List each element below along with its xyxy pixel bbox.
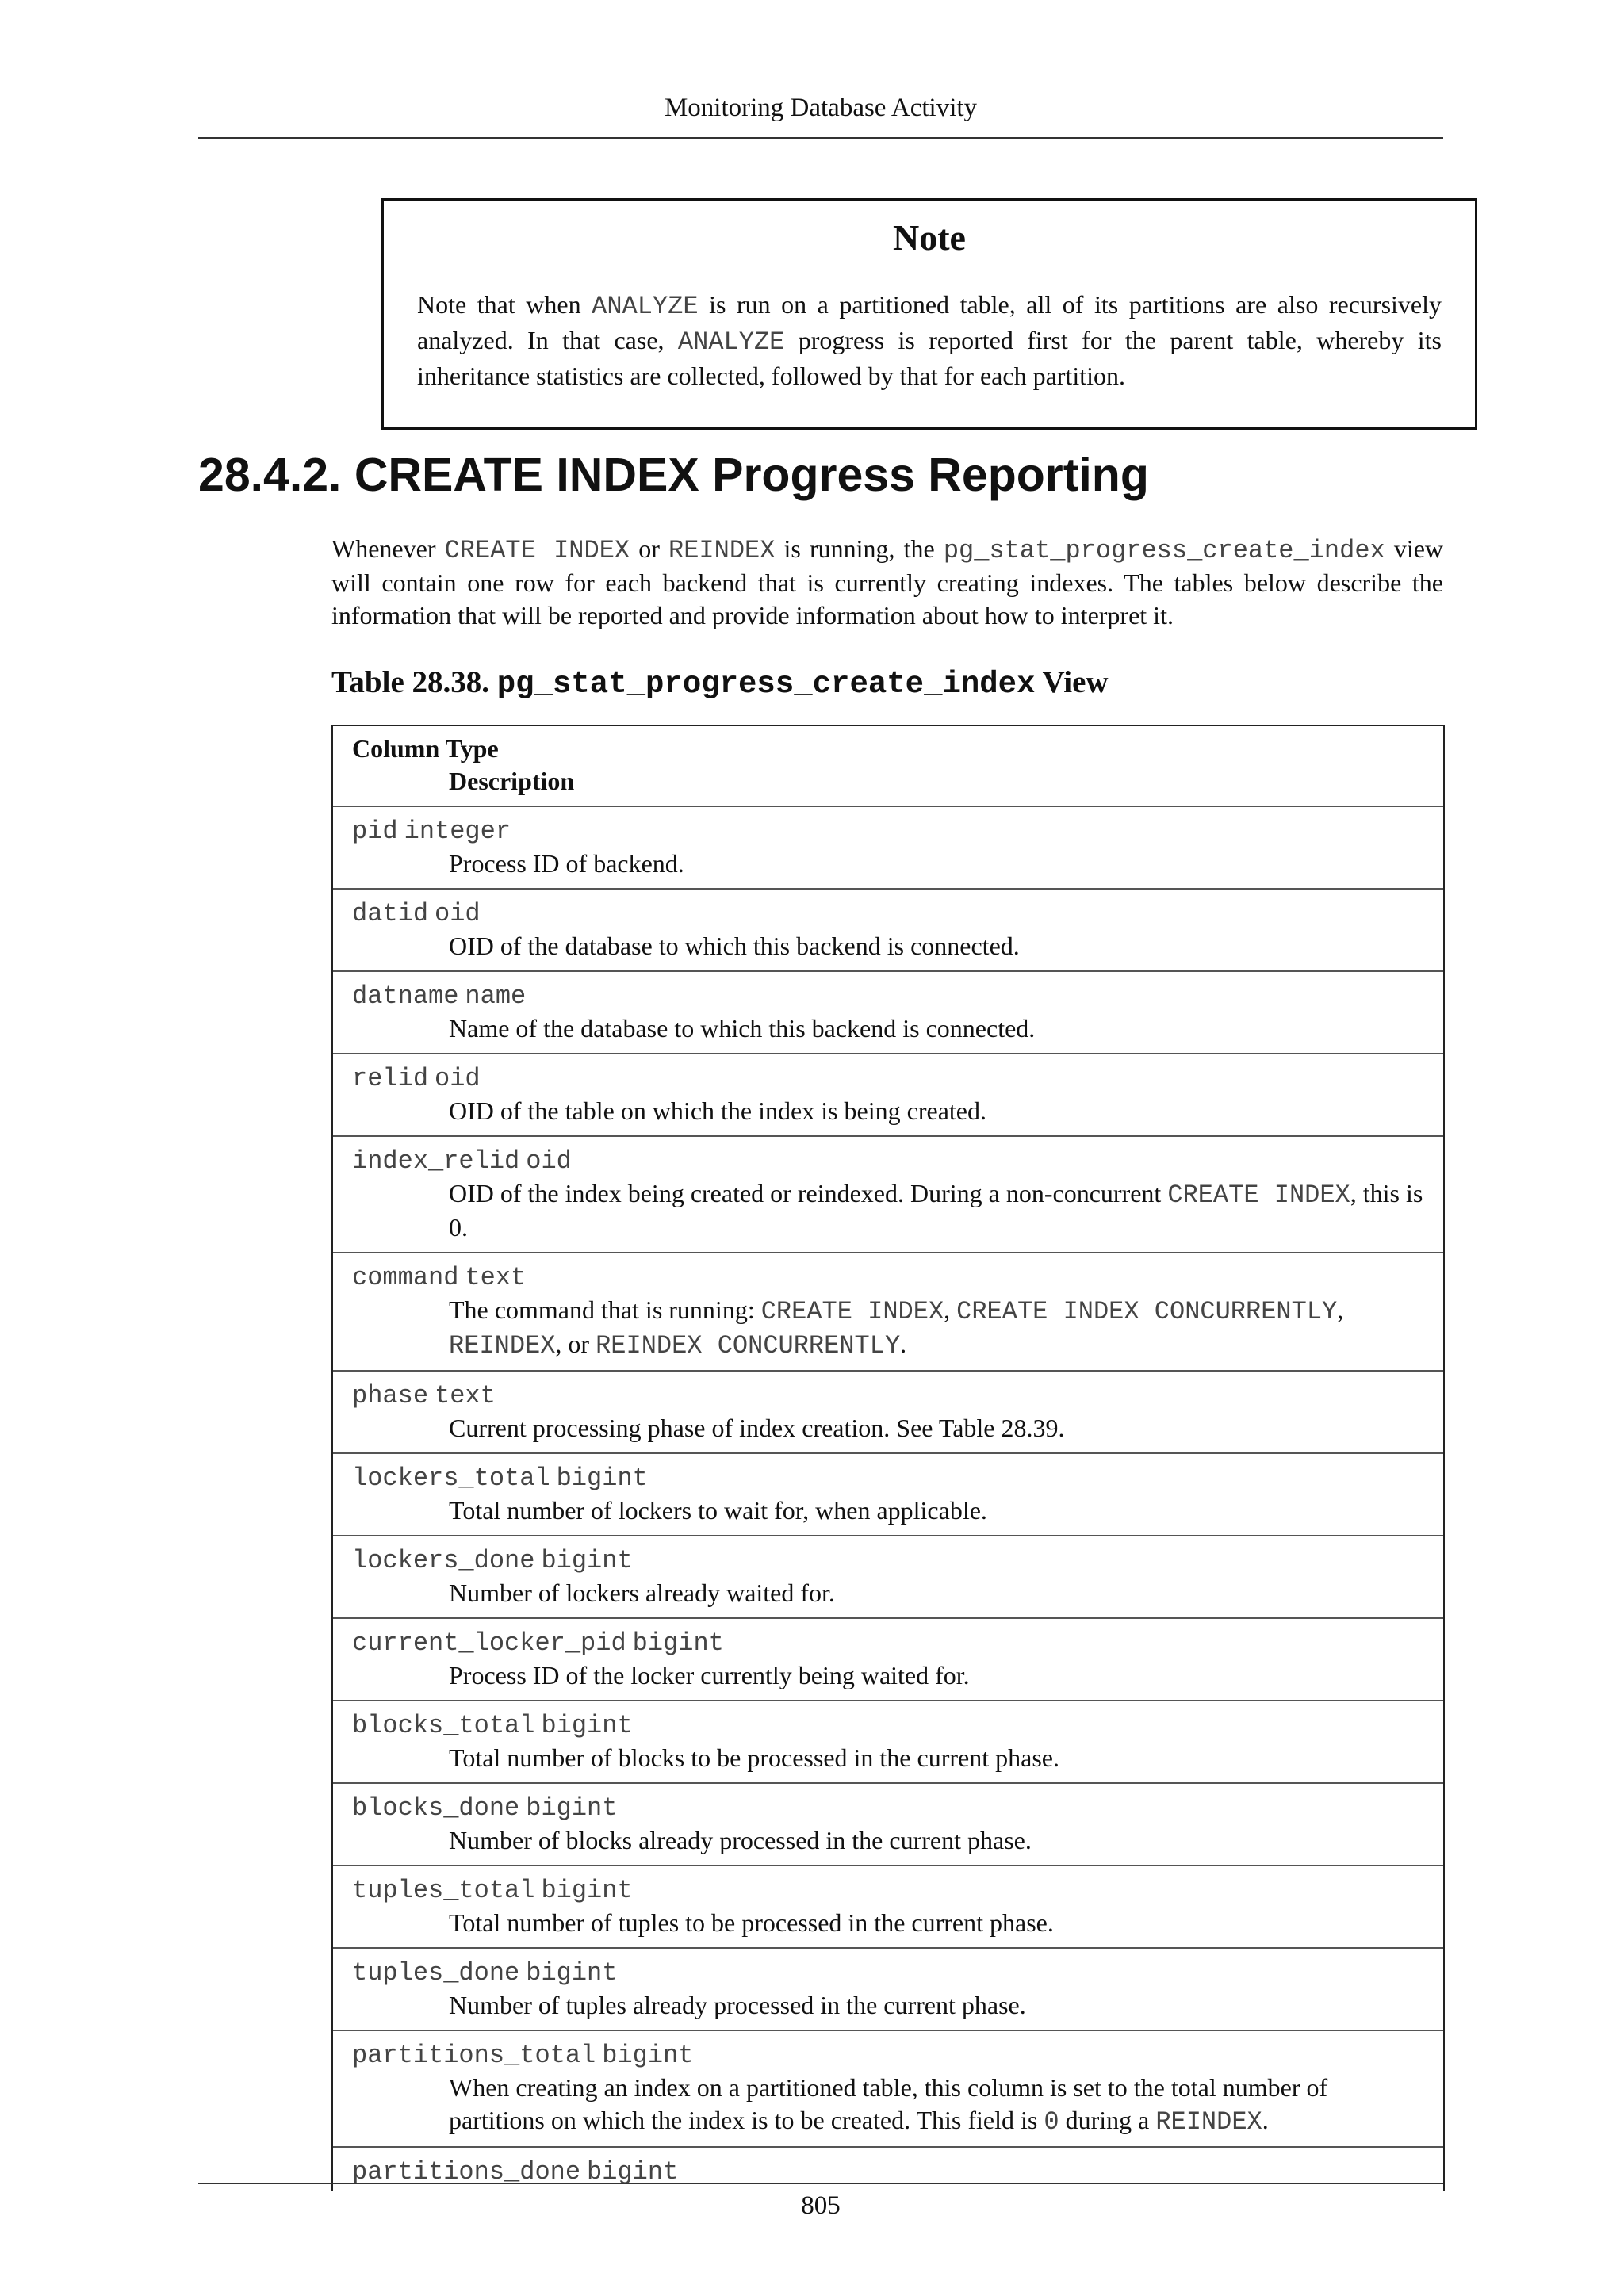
desc-text: OID of the index being created or reindexed. During a non-concurrent — [449, 1179, 1168, 1207]
intro-text: view will contain one row for each backend that is currently creating indexes. The tables below describe the information that will be reported and provide information about how to interpret it. — [331, 534, 1444, 629]
column-description: Process ID of the locker currently being waited for. — [449, 1661, 970, 1689]
table-clip — [331, 725, 1445, 2187]
column-type: bigint — [587, 2157, 679, 2187]
column-description: Total number of blocks to be processed in the current phase. — [449, 1743, 1059, 1772]
column-name: phase — [352, 1381, 429, 1410]
column-type: oid — [435, 899, 481, 928]
note-code: ANALYZE — [677, 327, 785, 357]
column-name: datname — [352, 982, 459, 1011]
column-name: current_locker_pid — [352, 1628, 626, 1658]
table-caption — [331, 664, 1109, 702]
table-row — [333, 972, 1443, 1054]
column-description — [352, 1294, 1424, 1362]
intro-paragraph — [331, 533, 1443, 632]
caption-code: pg_stat_progress_create_index — [496, 667, 1036, 702]
desc-text: , or — [555, 1330, 596, 1358]
column-description: OID of the table on which the index is being created. — [449, 1096, 986, 1125]
column-type: bigint — [526, 1793, 618, 1823]
column-description: Process ID of backend. — [449, 849, 684, 878]
desc-code: CREATE INDEX — [760, 1297, 944, 1326]
table-row — [333, 1536, 1443, 1619]
column-name: command — [352, 1263, 459, 1292]
table-row — [333, 1619, 1443, 1701]
note-text: progress is reported first for the parent table, whereby its inheritance statistics are collected, followed by that for each partition. — [417, 326, 1442, 390]
column-name: blocks_total — [352, 1711, 535, 1740]
column-description: Current processing phase of index creation. See Table 28.39. — [449, 1414, 1065, 1442]
desc-text: , — [944, 1295, 957, 1324]
note-text: is run on a partitioned table, all of its partitions are also recursively analyzed. In that case, — [417, 290, 1442, 354]
column-type: oid — [435, 1064, 481, 1093]
table-row — [333, 1949, 1443, 2031]
intro-code: CREATE INDEX — [444, 536, 630, 565]
table-row — [333, 1372, 1443, 1454]
desc-text: , — [1337, 1295, 1344, 1324]
table-row — [333, 1054, 1443, 1137]
column-type: bigint — [602, 2041, 694, 2070]
column-description: Total number of tuples to be processed in the current phase. — [449, 1908, 1054, 1937]
desc-text: during a — [1059, 2106, 1156, 2134]
desc-code: CREATE INDEX CONCURRENTLY — [956, 1297, 1338, 1326]
column-type: text — [435, 1381, 496, 1410]
intro-text: Whenever — [331, 534, 445, 563]
footer-rule — [198, 2183, 1443, 2184]
column-type: bigint — [541, 1711, 633, 1740]
section-heading: 28.4.2. CREATE INDEX Progress Reporting — [198, 449, 1149, 501]
desc-code: REINDEX — [1155, 2107, 1262, 2137]
desc-text: . — [900, 1330, 907, 1358]
note-box — [381, 198, 1477, 430]
intro-text: or — [630, 534, 668, 563]
page-number: 805 — [801, 2191, 841, 2220]
column-type: bigint — [556, 1464, 648, 1493]
note-code: ANALYZE — [592, 292, 699, 321]
table-row — [333, 2031, 1443, 2148]
column-type: bigint — [632, 1628, 724, 1658]
table-row — [333, 890, 1443, 972]
caption-suffix: View — [1035, 665, 1109, 699]
column-type: integer — [404, 817, 511, 846]
column-type: bigint — [541, 1876, 633, 1905]
column-description: Total number of lockers to wait for, when applicable. — [449, 1496, 987, 1525]
column-name: relid — [352, 1064, 429, 1093]
column-type: bigint — [526, 1958, 618, 1988]
header-description: Description — [449, 767, 575, 795]
table-row — [333, 1701, 1443, 1784]
column-type: text — [465, 1263, 527, 1292]
desc-code: REINDEX CONCURRENTLY — [596, 1331, 901, 1360]
column-name: tuples_done — [352, 1958, 520, 1988]
column-name: partitions_total — [352, 2041, 596, 2070]
note-title: Note — [893, 217, 966, 258]
column-name: index_relid — [352, 1146, 520, 1176]
table-row — [333, 1253, 1443, 1372]
column-name: tuples_total — [352, 1876, 535, 1905]
desc-text: The command that is running: — [449, 1295, 761, 1324]
column-name: pid — [352, 817, 398, 846]
header-column-type: Column Type — [352, 734, 499, 763]
column-description: Number of lockers already waited for. — [449, 1578, 835, 1607]
column-description: Name of the database to which this backend is connected. — [449, 1014, 1036, 1043]
column-description — [352, 2072, 1424, 2138]
table-row — [333, 807, 1443, 890]
column-description — [352, 1177, 1424, 1244]
column-name: lockers_done — [352, 1546, 535, 1575]
column-description: Number of blocks already processed in the current phase. — [449, 1826, 1032, 1854]
desc-code: REINDEX — [449, 1331, 556, 1360]
view-table — [331, 725, 1445, 2191]
table-header-row — [333, 726, 1443, 807]
header-rule — [198, 137, 1443, 139]
desc-code: CREATE INDEX — [1167, 1181, 1350, 1210]
desc-code: 0 — [1044, 2107, 1059, 2137]
caption-prefix: Table 28.38. — [331, 665, 497, 699]
column-name: blocks_done — [352, 1793, 520, 1823]
intro-code: REINDEX — [668, 536, 776, 565]
running-header: Monitoring Database Activity — [664, 94, 978, 122]
column-name: lockers_total — [352, 1464, 550, 1493]
intro-code: pg_stat_progress_create_index — [943, 536, 1385, 565]
column-type: name — [465, 982, 527, 1011]
table-row — [333, 2148, 1443, 2191]
desc-text: , this is 0. — [449, 1179, 1423, 1242]
column-description: Number of tuples already processed in the current phase. — [449, 1991, 1026, 2019]
table-row — [333, 1454, 1443, 1536]
column-type: oid — [526, 1146, 572, 1176]
table-row — [333, 1137, 1443, 1253]
column-name: partitions_done — [352, 2157, 581, 2187]
desc-text: . — [1262, 2106, 1269, 2134]
column-type: bigint — [541, 1546, 633, 1575]
column-name: datid — [352, 899, 429, 928]
intro-text: is running, the — [775, 534, 944, 563]
note-text: Note that when — [417, 290, 592, 319]
table-row — [333, 1866, 1443, 1949]
desc-text: When creating an index on a partitioned table, this column is set to the total number of partitions on which the index is to be created. This field is — [449, 2073, 1328, 2134]
table-row — [333, 1784, 1443, 1866]
column-description: OID of the database to which this backend is connected. — [449, 932, 1020, 960]
note-body — [417, 288, 1442, 393]
